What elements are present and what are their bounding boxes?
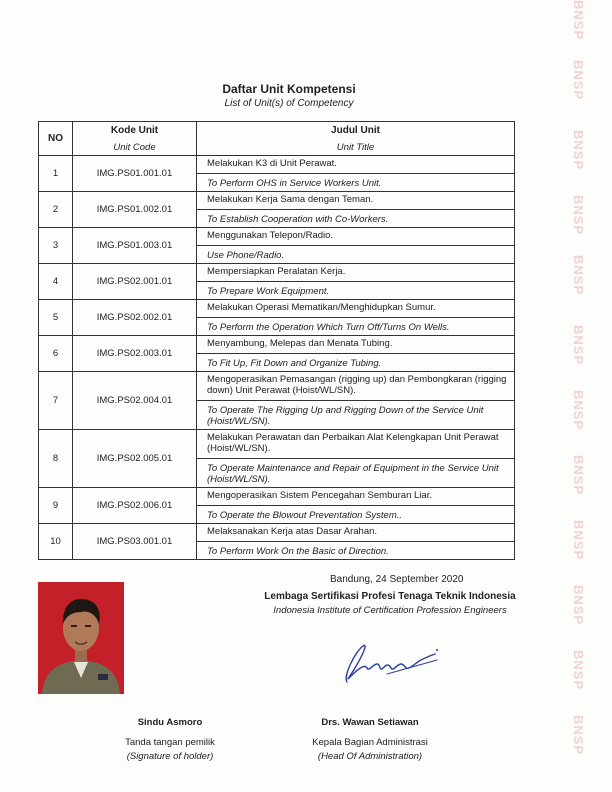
table-row bbox=[39, 430, 515, 488]
row-number: 2 bbox=[39, 192, 73, 228]
unit-title-en: To Perform OHS in Service Workers Unit. bbox=[207, 178, 382, 189]
watermark-text: BNSP bbox=[571, 195, 586, 236]
watermark-text: BNSP bbox=[571, 650, 586, 691]
unit-title-cell bbox=[197, 488, 515, 524]
signer-role-en: (Head Of Administration) bbox=[317, 751, 423, 762]
unit-title-cell bbox=[197, 156, 515, 192]
table-row bbox=[39, 264, 515, 300]
unit-title-en: To Perform Work On the Basic of Direction. bbox=[207, 546, 389, 557]
unit-title-id: Menggunakan Telepon/Radio. bbox=[197, 228, 514, 246]
unit-code: IMG.PS02.003.01 bbox=[73, 336, 197, 372]
unit-title-en: To Prepare Work Equipment. bbox=[207, 286, 330, 297]
unit-code: IMG.PS02.004.01 bbox=[73, 372, 197, 430]
row-number: 3 bbox=[39, 228, 73, 264]
unit-code: IMG.PS01.001.01 bbox=[73, 156, 197, 192]
organization-name-en: Indonesia Institute of Certification Profession Engineers bbox=[273, 605, 507, 616]
table-body bbox=[39, 156, 515, 560]
watermark-text: BNSP bbox=[571, 390, 586, 431]
row-number: 8 bbox=[39, 430, 73, 488]
page-subtitle: List of Unit(s) of Competency bbox=[224, 98, 354, 109]
unit-title-en: To Perform the Operation Which Turn Off/Turns On Wells. bbox=[207, 322, 450, 333]
unit-title-id: Melakukan Operasi Mematikan/Menghidupkan Sumur. bbox=[197, 300, 514, 318]
unit-code: IMG.PS01.003.01 bbox=[73, 228, 197, 264]
header-code-label: Kode Unit bbox=[110, 124, 159, 136]
unit-title-en: To Operate The Rigging Up and Rigging Down of the Service Unit (Hoist/WL/SN). bbox=[207, 405, 484, 427]
watermark-text: BNSP bbox=[571, 255, 586, 296]
unit-title-cell bbox=[197, 300, 515, 336]
row-number: 6 bbox=[39, 336, 73, 372]
row-number: 9 bbox=[39, 488, 73, 524]
watermark-text: BNSP bbox=[571, 0, 586, 41]
header-code bbox=[73, 122, 197, 156]
unit-title-id: Melakukan Perawatan dan Perbaikan Alat Kelengkapan Unit Perawat (Hoist/WL/SN). bbox=[197, 430, 514, 459]
header-title bbox=[197, 122, 515, 156]
row-number: 10 bbox=[39, 524, 73, 560]
unit-title-cell bbox=[197, 228, 515, 264]
table-row bbox=[39, 336, 515, 372]
place-date: Bandung, 24 September 2020 bbox=[330, 574, 464, 585]
unit-code: IMG.PS02.001.01 bbox=[73, 264, 197, 300]
page-title: Daftar Unit Kompetensi bbox=[222, 82, 356, 96]
table-row bbox=[39, 228, 515, 264]
unit-title-cell bbox=[197, 336, 515, 372]
header-code-label-en: Unit Code bbox=[113, 141, 156, 153]
holder-photo bbox=[38, 582, 124, 694]
row-number: 4 bbox=[39, 264, 73, 300]
unit-title-cell bbox=[197, 192, 515, 228]
table-header-row bbox=[39, 122, 515, 156]
unit-title-en: To Operate the Blowout Preventation System.. bbox=[207, 510, 403, 521]
table-row bbox=[39, 372, 515, 430]
unit-title-id: Melaksanakan Kerja atas Dasar Arahan. bbox=[197, 524, 514, 542]
unit-title-id: Mengoperasikan Pemasangan (rigging up) dan Pembongkaran (rigging down) Unit Perawat (Hoist/WL/SN). bbox=[197, 372, 514, 401]
organization-name: Lembaga Sertifikasi Profesi Tenaga Teknik Indonesia bbox=[264, 591, 516, 602]
unit-title-en: To Establish Cooperation with Co-Workers. bbox=[207, 214, 389, 225]
table-row bbox=[39, 192, 515, 228]
table-row bbox=[39, 524, 515, 560]
table-row bbox=[39, 156, 515, 192]
unit-title-cell bbox=[197, 372, 515, 430]
unit-title-cell bbox=[197, 264, 515, 300]
unit-title-id: Melakukan Kerja Sama dengan Teman. bbox=[197, 192, 514, 210]
unit-title-en: Use Phone/Radio. bbox=[207, 250, 285, 261]
unit-title-cell bbox=[197, 430, 515, 488]
signature-image bbox=[325, 638, 455, 688]
signer-name: Drs. Wawan Setiawan bbox=[321, 717, 419, 728]
watermark-text: BNSP bbox=[571, 715, 586, 756]
unit-code: IMG.PS02.005.01 bbox=[73, 430, 197, 488]
watermark-text: BNSP bbox=[571, 585, 586, 626]
signer-role: Kepala Bagian Administrasi bbox=[312, 737, 428, 748]
watermark-text: BNSP bbox=[571, 130, 586, 171]
unit-code: IMG.PS01.002.01 bbox=[73, 192, 197, 228]
holder-role: Tanda tangan pemilik bbox=[125, 737, 215, 748]
unit-title-en: To Fit Up, Fit Down and Organize Tubing. bbox=[207, 358, 382, 369]
header-title-label-en: Unit Title bbox=[336, 141, 375, 153]
unit-title-id: Mengoperasikan Sistem Pencegahan Semburan Liar. bbox=[197, 488, 514, 506]
holder-name: Sindu Asmoro bbox=[137, 717, 203, 728]
watermark-text: BNSP bbox=[571, 455, 586, 496]
unit-title-en: To Operate Maintenance and Repair of Equipment in the Service Unit (Hoist/WL/SN). bbox=[207, 463, 499, 485]
table-row bbox=[39, 488, 515, 524]
signer-block bbox=[290, 716, 450, 764]
watermark-text: BNSP bbox=[571, 60, 586, 101]
unit-code: IMG.PS03.001.01 bbox=[73, 524, 197, 560]
unit-title-cell bbox=[197, 524, 515, 560]
unit-code: IMG.PS02.006.01 bbox=[73, 488, 197, 524]
header-title-label: Judul Unit bbox=[331, 124, 380, 136]
competency-table bbox=[38, 121, 515, 560]
unit-title-id: Melakukan K3 di Unit Perawat. bbox=[197, 156, 514, 174]
document-heading bbox=[0, 82, 578, 109]
table-row bbox=[39, 300, 515, 336]
row-number: 5 bbox=[39, 300, 73, 336]
watermark-text: BNSP bbox=[571, 325, 586, 366]
header-no: NO bbox=[39, 122, 73, 156]
unit-title-id: Mempersiapkan Peralatan Kerja. bbox=[197, 264, 514, 282]
row-number: 1 bbox=[39, 156, 73, 192]
holder-role-en: (Signature of holder) bbox=[126, 751, 214, 762]
unit-code: IMG.PS02.002.01 bbox=[73, 300, 197, 336]
organization bbox=[255, 591, 525, 616]
watermark-strip bbox=[556, 0, 596, 792]
row-number: 7 bbox=[39, 372, 73, 430]
holder-block bbox=[110, 716, 230, 764]
unit-title-id: Menyambung, Melepas dan Menata Tubing. bbox=[197, 336, 514, 354]
watermark-text: BNSP bbox=[571, 520, 586, 561]
